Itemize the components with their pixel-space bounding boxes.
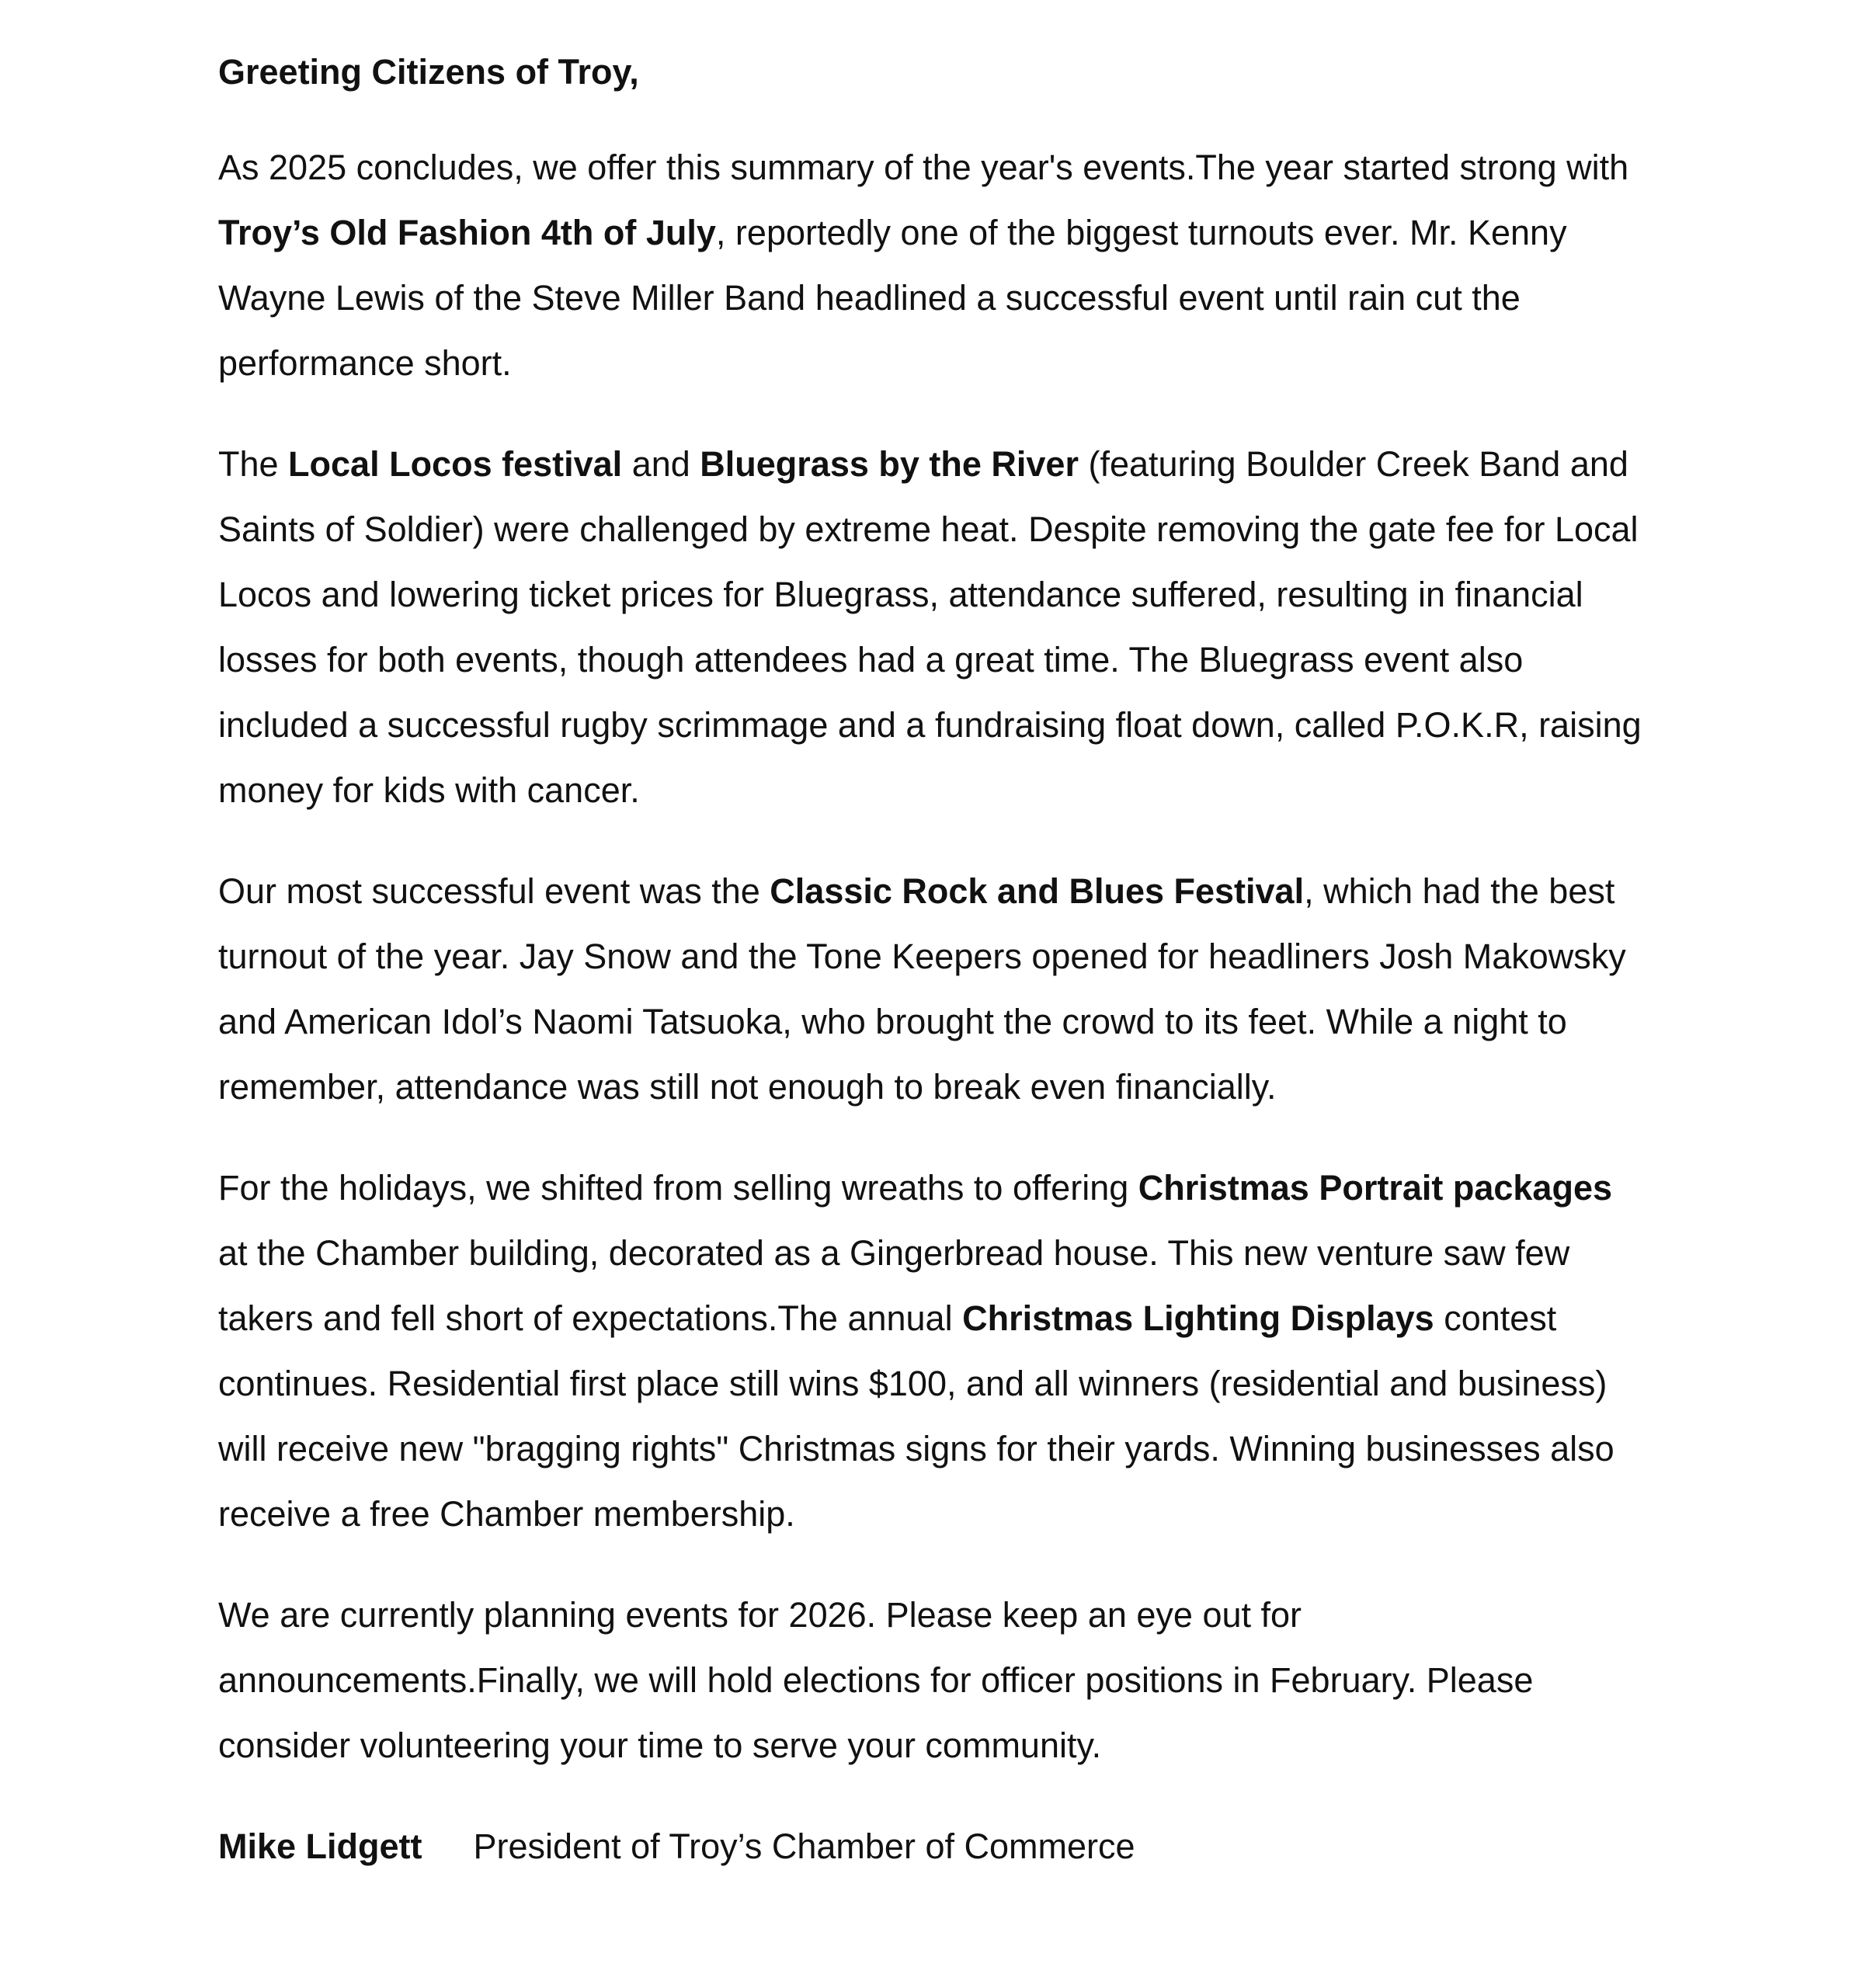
paragraph-july-4th [218,135,1647,396]
paragraph-text: As 2025 concludes, we offer this summary of the year's events.The year started strong with [218,148,1629,187]
paragraph-text: , reportedly one of the biggest turnouts ever. Mr. Kenny Wayne Lewis of the Steve Miller Band headlined a successful event until rain cut the performance short. [218,213,1567,383]
greeting: Greeting Citizens of Troy, [218,52,639,92]
letter-body [218,45,1647,1879]
signature-name: Mike Lidgett [218,1826,422,1866]
signature [218,1814,1647,1879]
paragraph-text: , which had the best turnout of the year. Jay Snow and the Tone Keepers opened for headliners Josh Makowsky and American Idol’s Naomi Tatsuoka, who brought the crowd to its feet. While a night to remember, attendance was still not enough to break even financially. [218,871,1626,1107]
paragraph-classic-rock [218,859,1647,1120]
paragraph-text: (featuring Boulder Creek Band and Saints of Soldier) were challenged by extreme heat. Despite removing the gate fee for Local Locos and lowering ticket prices for Bluegrass, attendance suffered, resulting in financial losses for both events, though attendees had a great time. The Bluegrass event also included a successful rugby scrimmage and a fundraising float down, called P.O.K.R, raising money for kids with cancer. [218,444,1642,810]
paragraph-holidays [218,1156,1647,1547]
paragraph-text: at the Chamber building, decorated as a Gingerbread house. This new venture saw few takers and fell short of expectations.The annual [218,1233,1570,1338]
event-name-local-locos: Local Locos festival [288,444,623,484]
event-name-christmas-portrait: Christmas Portrait packages [1138,1168,1612,1208]
paragraph-text: contest continues. Residential first place still wins $100, and all winners (residential and business) will receive new "bragging rights" Christmas signs for their yards. Winning businesses also receive a free Chamber membership. [218,1298,1614,1534]
paragraph-2026-plans [218,1583,1647,1778]
event-name-old-fashion-4th: Troy’s Old Fashion 4th of July [218,213,716,252]
paragraph-text: For the holidays, we shifted from selling wreaths to offering [218,1168,1138,1208]
paragraph-text: We are currently planning events for 2026. Please keep an eye out for announcements.Finally, we will hold elections for officer positions in February. Please consider volunteering your time to serve your community. [218,1595,1534,1765]
signature-title: President of Troy’s Chamber of Commerce [473,1826,1135,1866]
paragraph-text: The [218,444,289,484]
event-name-bluegrass: Bluegrass by the River [700,444,1079,484]
paragraph-text: and [622,444,700,484]
paragraph-text: Our most successful event was the [218,871,770,911]
paragraph-local-locos-bluegrass [218,432,1647,823]
event-name-classic-rock: Classic Rock and Blues Festival [770,871,1305,911]
event-name-christmas-lighting: Christmas Lighting Displays [962,1298,1434,1338]
